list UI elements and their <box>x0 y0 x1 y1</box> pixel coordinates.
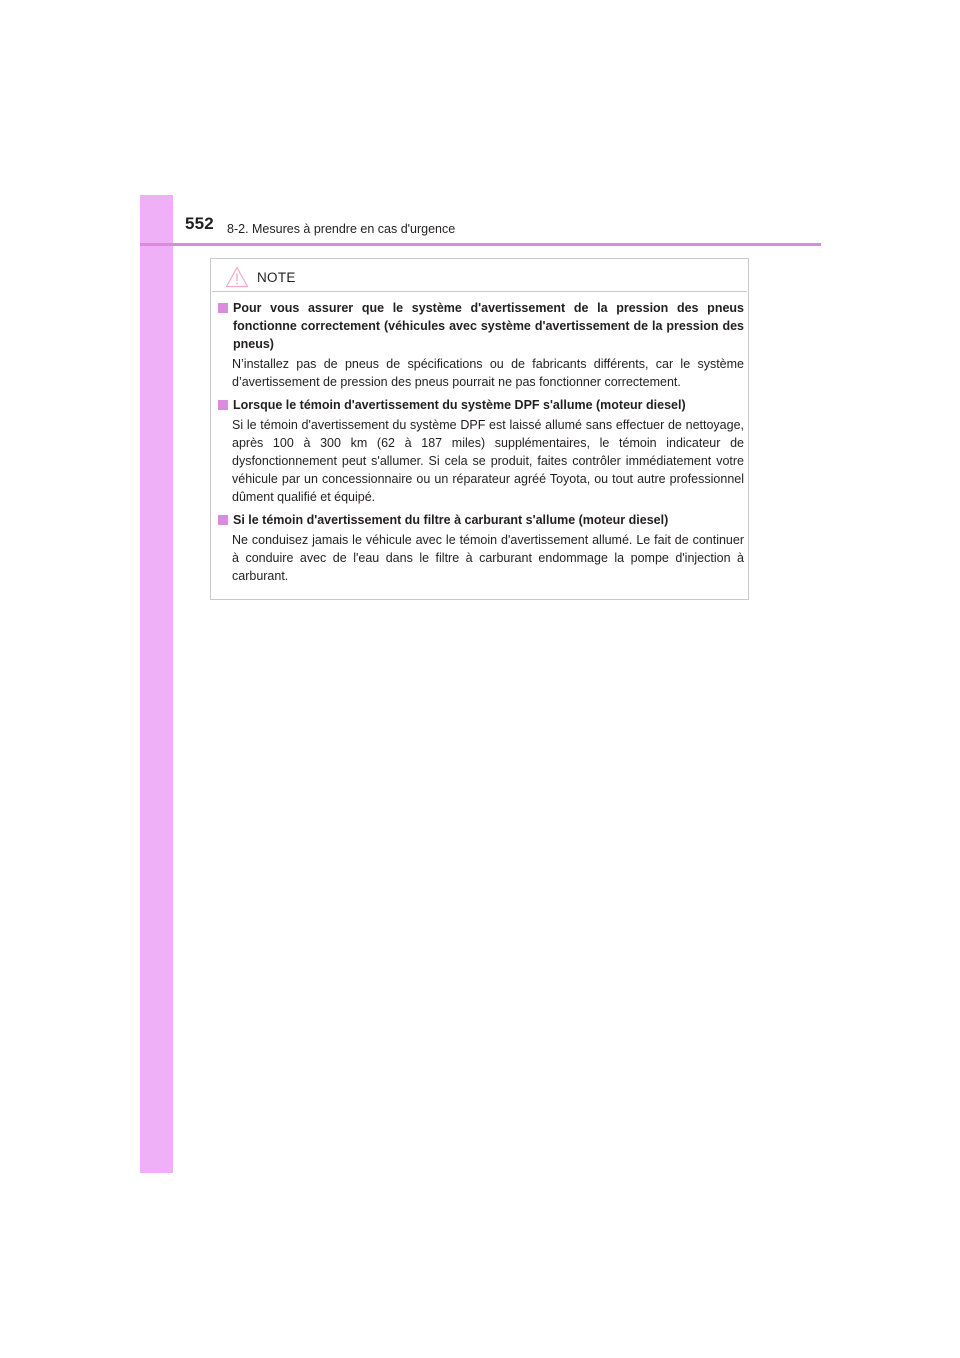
note-label: NOTE <box>257 269 296 285</box>
note-item-title: Si le témoin d'avertissement du filtre à carburant s'allume (moteur diesel) <box>233 513 669 527</box>
note-item-heading <box>218 396 744 414</box>
square-bullet-icon <box>218 400 228 410</box>
note-item-title: Pour vous assurer que le système d'avertissement de la pression des pneus fonctionne correctement (véhicules avec système d'avertissement de la pression des pneus) <box>233 301 744 351</box>
note-header <box>225 265 296 289</box>
note-item-body: Ne conduisez jamais le véhicule avec le témoin d'avertissement allumé. Le fait de continuer à conduire avec de l'eau dans le filtre à carburant endommage la pompe d'injection à carburant. <box>232 533 744 583</box>
page-number: 552 <box>185 214 214 233</box>
note-item-dpf-warning <box>218 396 744 506</box>
note-divider <box>212 291 747 292</box>
square-bullet-icon <box>218 515 228 525</box>
warning-triangle-icon <box>225 266 249 288</box>
note-item-body: Si le témoin d'avertissement du système DPF est laissé allumé sans effectuer de nettoyage, après 100 à 300 km (62 à 187 miles) supplémentaires, le témoin indicateur de dysfonctionnement peut s'allumer. Si cela se produit, faites contrôler immédiatement votre véhicule par un concessionnaire ou un réparateur agréé Toyota, ou tout autre professionnel dûment qualifié et équipé. <box>232 418 744 504</box>
note-item-tire-pressure <box>218 299 744 391</box>
note-box <box>210 258 749 600</box>
chapter-side-tab <box>140 195 173 1173</box>
note-content <box>218 299 744 590</box>
note-item-heading <box>218 511 744 529</box>
note-item-heading <box>218 299 744 353</box>
note-item-fuel-filter-warning <box>218 511 744 585</box>
square-bullet-icon <box>218 303 228 313</box>
header-rule <box>140 243 821 246</box>
section-title: 8-2. Mesures à prendre en cas d'urgence <box>227 222 456 236</box>
note-item-body: N’installez pas de pneus de spécifications ou de fabricants différents, car le système d’avertissement de pression des pneus pourrait ne pas fonctionner correctement. <box>232 357 744 389</box>
note-item-title: Lorsque le témoin d'avertissement du système DPF s'allume (moteur diesel) <box>233 398 686 412</box>
